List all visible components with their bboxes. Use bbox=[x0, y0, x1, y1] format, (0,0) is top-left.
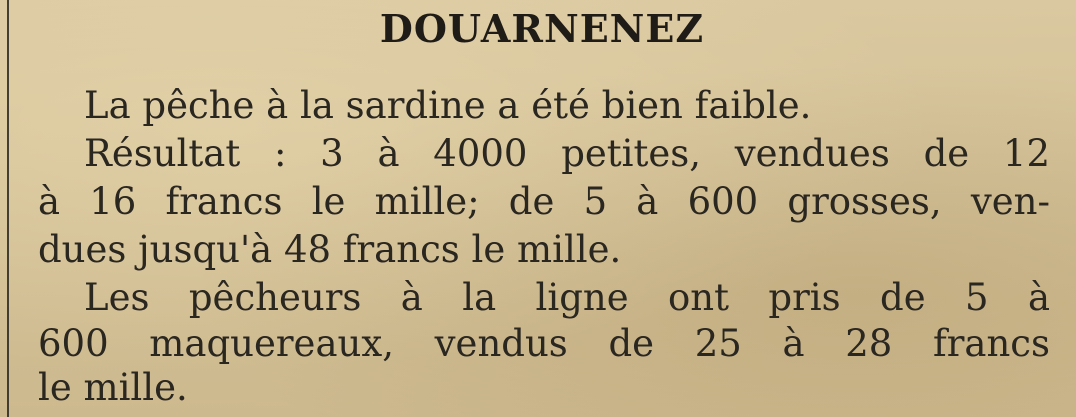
article-line-2: Résultat : 3 à 4000 petites, vendues de 12 bbox=[84, 132, 1050, 175]
article-line-1: La pêche à la sardine a été bien faible. bbox=[84, 84, 812, 127]
article-line-4: dues jusqu'à 48 francs le mille. bbox=[38, 228, 622, 271]
column-rule bbox=[7, 0, 9, 417]
article-line-3: à 16 francs le mille; de 5 à 600 grosses, ven- bbox=[38, 180, 1050, 223]
article-line-5: Les pêcheurs à la ligne ont pris de 5 à bbox=[84, 276, 1050, 319]
article-headline: DOUARNENEZ bbox=[379, 6, 705, 51]
article-line-7: le mille. bbox=[38, 366, 188, 409]
article-line-6: 600 maquereaux, vendus de 25 à 28 francs bbox=[38, 322, 1050, 365]
